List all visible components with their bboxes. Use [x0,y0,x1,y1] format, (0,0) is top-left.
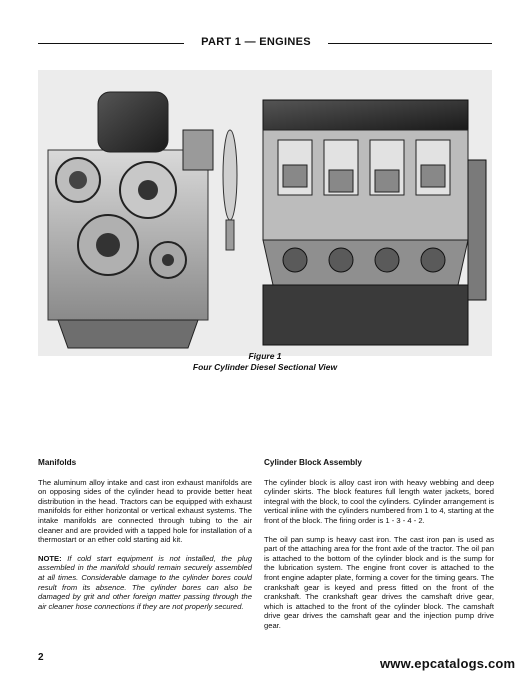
figure-label: Figure 1 [248,351,282,361]
cylinder-block-paragraph-1: The cylinder block is alloy cast iron with heavy webbing and deep cylinder skirts. The block features full length water jackets, bored integral with the block, to cool the cylinders. Cylinder arrangement is vertical inline with the cylinders numbered from 1 to 4, starting at the front of the block. The firing order is 1 - 3 - 4 - 2. [264,477,494,525]
watermark: www.epcatalogs.com [380,656,516,671]
header-rule-left [38,43,184,44]
manifolds-paragraph: The aluminum alloy intake and cast iron exhaust manifolds are on opposing sides of the cylinder head to provide better heat distribution in the head. Tractors can be equipped with exhaust manifolds for either horizontal or vertical exhaust systems. The intake manifolds are connected through tubing to the air cleaner and are provided with a tapped hole for installation of a thermostart or an ether cold starting aid kit. [38,477,252,545]
cylinder-block-paragraph-2: The oil pan sump is heavy cast iron. The cast iron pan is used as part of the attaching area for the front axle of the tractor. The oil pan is attached to the bottom of the cylinder block and is the sump for the lubrication system. The engine front cover is attached to the front engine adapter plate, forming a cover for the timing gears. The crankshaft gear is keyed and press fitted on the front of the crankshaft. The crankshaft gear drives the camshaft drive gear, which is attached to the front of the cylinder block. The camshaft drive gear drives the camshaft gear and the injection pump drive gear. [264,534,494,630]
note-label: NOTE: [38,553,62,563]
note-text: If cold start equipment is not installed, the plug assembled in the manifold should remain securely assembled at all times. Considerable damage to the cylinder bores could result from its absence. The cylinder bores can also be damaged by grit and other foreign matter passing through the air cleaner hose connections if they are not properly secured. [38,553,252,611]
header-title: PART 1 — ENGINES [201,36,311,48]
manifolds-section [38,458,252,620]
figure-title: Four Cylinder Diesel Sectional View [192,362,338,372]
cylinder-block-section [264,458,494,640]
section-heading-manifolds: Manifolds [38,458,77,467]
engine-side-section [263,100,486,345]
page-number: 2 [38,652,44,663]
section-heading-cylinder-block: Cylinder Block Assembly [264,458,362,467]
manifolds-note [38,554,252,612]
figure-caption [38,351,492,373]
section-header [38,36,492,50]
header-rule-right [328,43,492,44]
engine-sectional-illustration [38,70,492,356]
